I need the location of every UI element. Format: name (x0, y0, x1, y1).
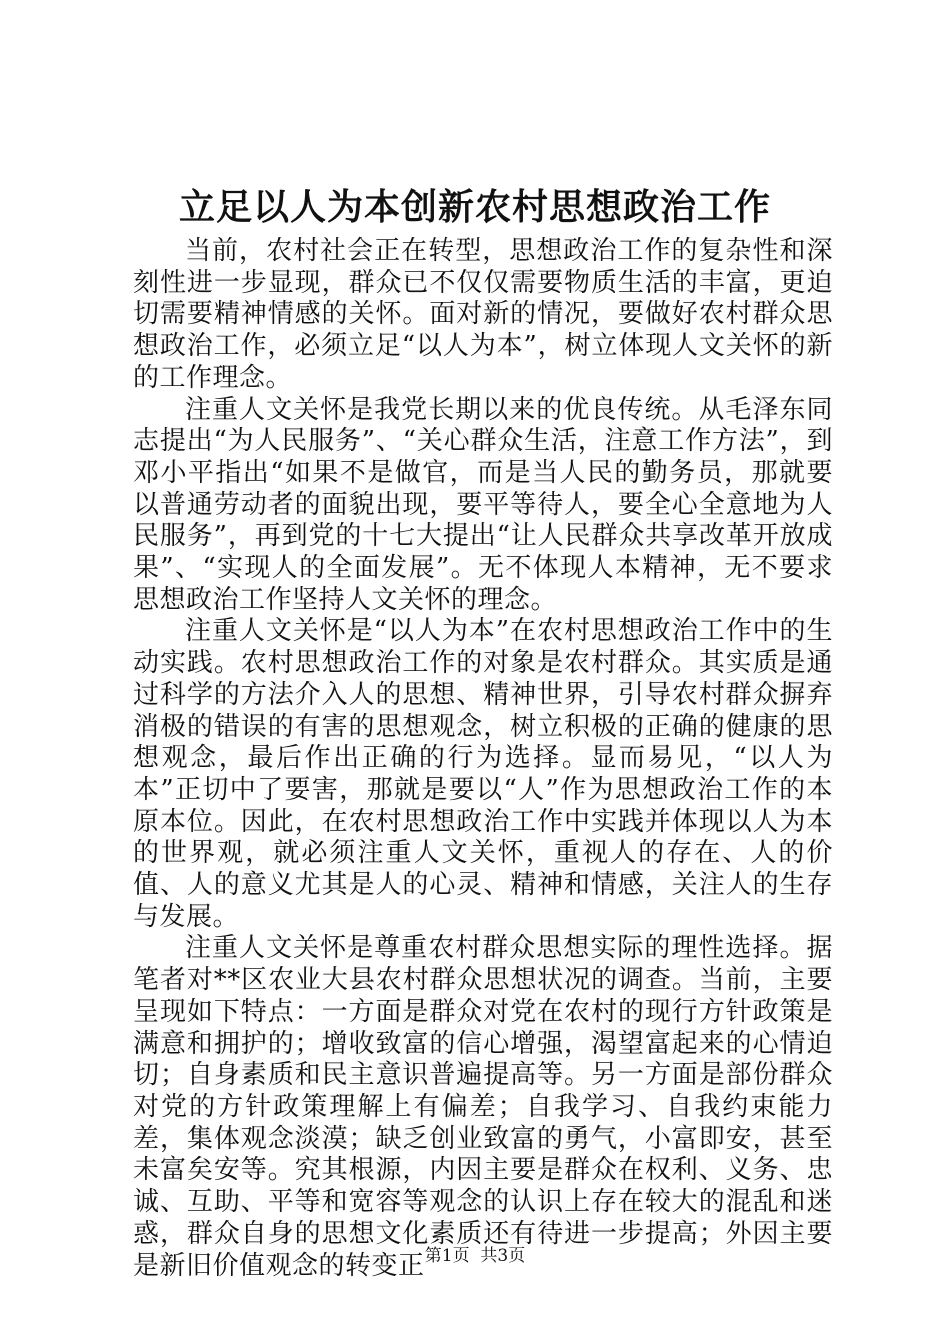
page-total: 共3页 (480, 1246, 526, 1266)
page-footer (0, 1244, 950, 1268)
paragraph: 注重人文关怀是我党长期以来的优良传统。从毛泽东同志提出“为人民服务”、“关心群众生活，注意工作方法”，到邓小平指出“如果不是做官，而是当人民的勤务员，那就要以普通劳动者的面貌出现，要平等待人，要全心全意地为人民服务”，再到党的十七大提出“让人民群众共享改革开放成果”、“实现人的全面发展”。无不体现人本精神，无不要求思想政治工作坚持人文关怀的理念。 (133, 394, 833, 615)
document-body (133, 236, 833, 1282)
document-title: 立足以人为本创新农村思想政治工作 (178, 186, 771, 228)
paragraph: 注重人文关怀是尊重农村群众思想实际的理性选择。据笔者对**区农业大县农村群众思想状况的调查。当前，主要呈现如下特点：一方面是群众对党在农村的现行方针政策是满意和拥护的；增收致富的信心增强，渴望富起来的心情迫切；自身素质和民主意识普遍提高等。另一方面是部份群众对党的方针政策理解上有偏差；自我学习、自我约束能力差，集体观念淡漠；缺乏创业致富的勇气，小富即安，甚至未富矣安等。究其根源，内因主要是群众在权利、义务、忠诚、互助、平等和宽容等观念的认识上存在较大的混乱和迷惑，群众自身的思想文化素质还有待进一步提高；外因主要是新旧价值观念的转变正 (133, 933, 833, 1281)
page-number: 第1页 (424, 1246, 470, 1266)
paragraph: 注重人文关怀是“以人为本”在农村思想政治工作中的生动实践。农村思想政治工作的对象是农村群众。其实质是通过科学的方法介入人的思想、精神世界，引导农村群众摒弃消极的错误的有害的思想观念，树立积极的正确的健康的思想观念，最后作出正确的行为选择。显而易见，“以人为本”正切中了要害，那就是要以“人”作为思想政治工作的本原本位。因此，在农村思想政治工作中实践并体现以人为本的世界观，就必须注重人文关怀，重视人的存在、人的价值、人的意义尤其是人的心灵、精神和情感，关注人的生存与发展。 (133, 616, 833, 932)
paragraph: 当前，农村社会正在转型，思想政治工作的复杂性和深刻性进一步显现，群众已不仅仅需要物质生活的丰富，更迫切需要精神情感的关怀。面对新的情况，要做好农村群众思想政治工作，必须立足“以人为本”，树立体现人文关怀的新的工作理念。 (133, 236, 833, 393)
